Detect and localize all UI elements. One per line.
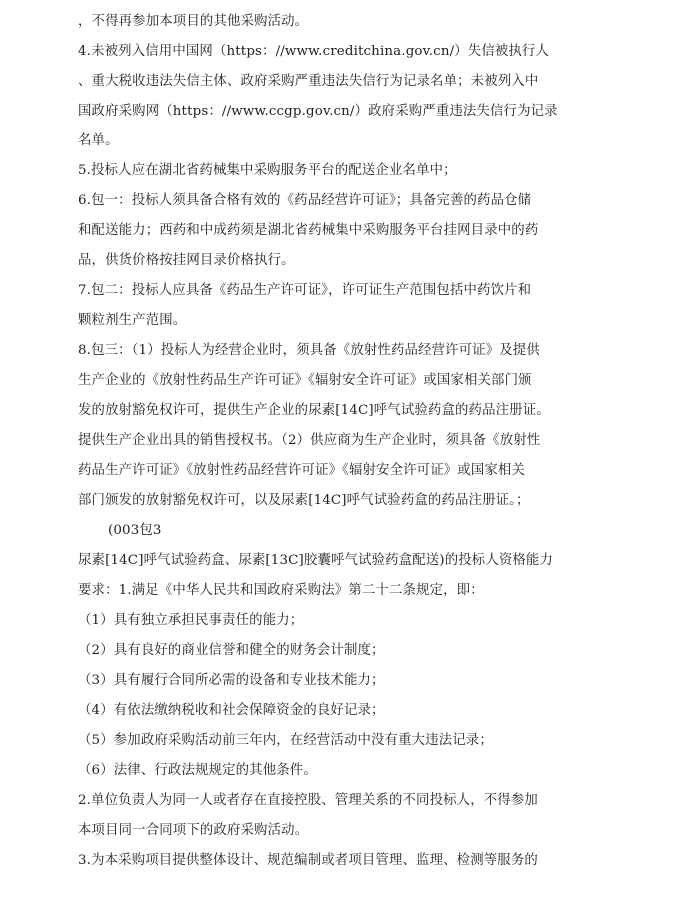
text-line: 5.投标人应在湖北省药械集中采购服务平台的配送企业名单中； (78, 163, 457, 178)
text-line: 本项目同一合同项下的政府采购活动。 (78, 823, 309, 838)
text-line: 发的放射豁免权许可，提供生产企业的尿素[14C]呼气试验药盒的药品注册证。 (78, 403, 550, 418)
text-line: 要求：1.满足《中华人民共和国政府采购法》第二十二条规定，即： (78, 583, 484, 598)
text-line: （2）具有良好的商业信誉和健全的财务会计制度； (78, 643, 385, 658)
text-line: 提供生产企业出具的销售授权书。（2）供应商为生产企业时，须具备《放射性 (78, 433, 541, 448)
text-line: （4）有依法缴纳税收和社会保障资金的良好记录； (78, 703, 385, 718)
text-line: 4.未被列入信用中国网（https：//www.creditchina.gov.cn/）失信被执行人 (78, 44, 550, 59)
text-line: 8.包三：（1）投标人为经营企业时，须具备《放射性药品经营许可证》及提供 (78, 343, 540, 358)
text-line: 部门颁发的放射豁免权许可，以及尿素[14C]呼气试验药盒的药品注册证。； (78, 493, 530, 508)
text-line: 颗粒剂生产范围。 (78, 313, 187, 328)
text-line: 国政府采购网（https：//www.ccgp.gov.cn/）政府采购严重违法失信行为记录 (78, 104, 558, 119)
text-line: （5）参加政府采购活动前三年内，在经营活动中没有重大违法记录； (78, 733, 493, 748)
text-line: （6）法律、行政法规规定的其他条件。 (78, 763, 317, 778)
text-line: 7.包二：投标人应具备《药品生产许可证》，许可证生产范围包括中药饮片和 (78, 283, 532, 298)
text-line: 和配送能力；西药和中成药须是湖北省药械集中采购服务平台挂网目录中的药 (78, 223, 539, 238)
text-line: 生产企业的《放射性药品生产许可证》《辐射安全许可证》或国家相关部门颁 (78, 373, 532, 388)
text-line: (003包3 (108, 523, 162, 538)
text-line: 品，供货价格按挂网目录价格执行。 (78, 253, 295, 268)
text-line: ，不得再参加本项目的其他采购活动。 (78, 14, 309, 29)
text-line: 名单。 (78, 133, 119, 148)
text-line: （3）具有履行合同所必需的设备和专业技术能力； (78, 673, 385, 688)
text-line: 药品生产许可证》《放射性药品经营许可证》《辐射安全许可证》或国家相关 (78, 463, 525, 478)
text-line: 、重大税收违法失信主体、政府采购严重违法失信行为记录名单；未被列入中 (78, 74, 539, 89)
text-line: 3.为本采购项目提供整体设计、规范编制或者项目管理、监理、检测等服务的 (78, 853, 538, 868)
text-line: （1）具有独立承担民事责任的能力； (78, 613, 304, 628)
text-line: 2.单位负责人为同一人或者存在直接控股、管理关系的不同投标人，不得参加 (78, 793, 538, 808)
text-line: 尿素[14C]呼气试验药盒、尿素[13C]胶囊呼气试验药盒配送)的投标人资格能力 (78, 553, 554, 568)
text-line: 6.包一：投标人须具备合格有效的《药品经营许可证》；具备完善的药品仓储 (78, 193, 532, 208)
